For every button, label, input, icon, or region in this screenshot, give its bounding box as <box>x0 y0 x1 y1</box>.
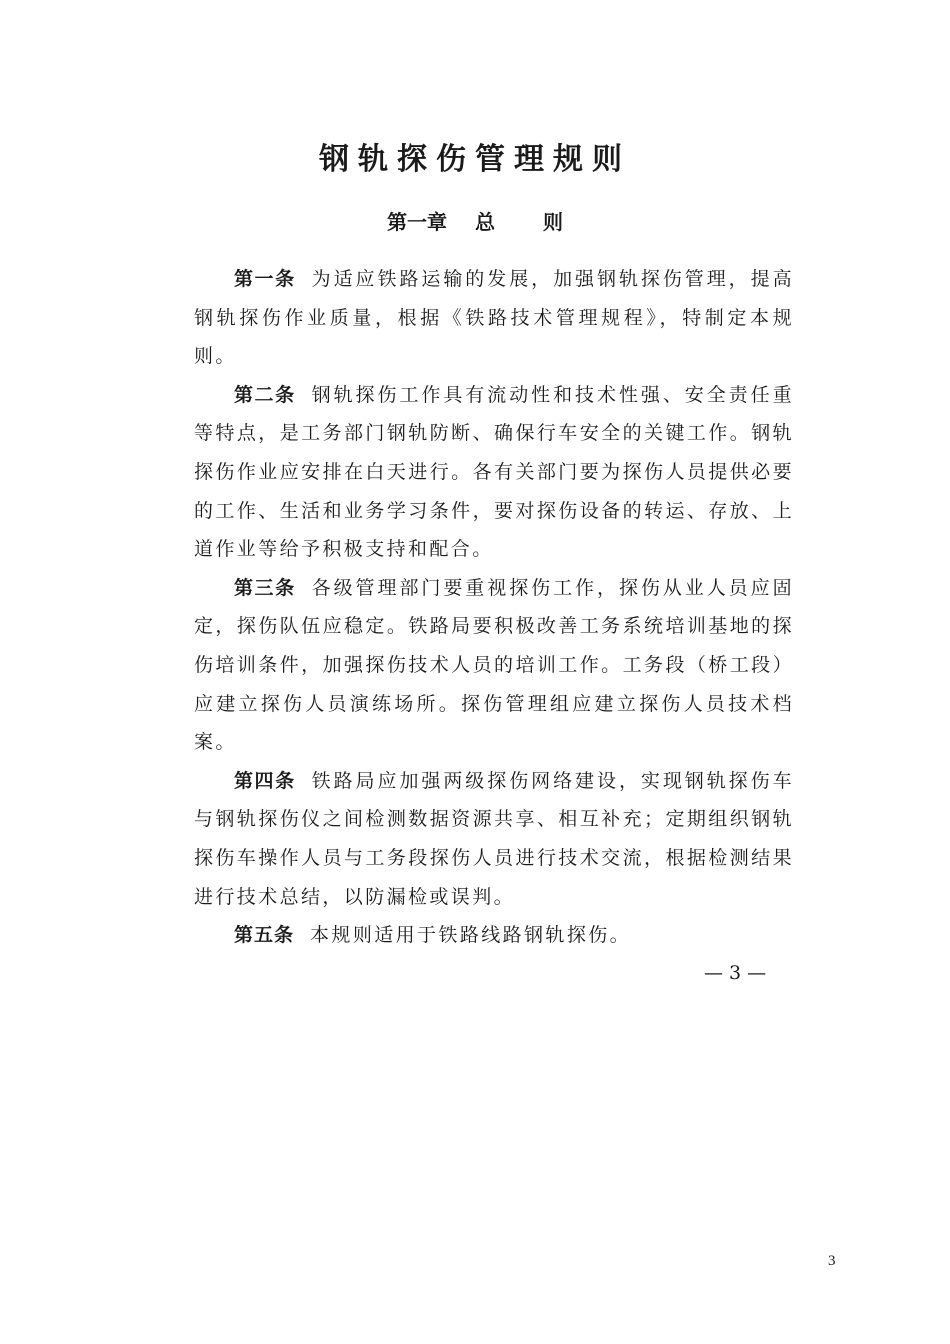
article-label: 第三条 <box>234 576 296 599</box>
article-2 <box>194 376 794 569</box>
printed-page-marker: — 3 — <box>704 962 767 984</box>
document-body <box>194 260 794 955</box>
chapter-name-part2: 则 <box>543 210 563 234</box>
article-label: 第一条 <box>234 268 296 290</box>
article-text: 为适应铁路运输的发展，加强钢轨探伤管理，提高钢轨探伤作业质量，根据《铁路技术管理规程》，特制定本规则。 <box>194 268 794 368</box>
article-4 <box>194 762 794 916</box>
article-3 <box>194 569 794 762</box>
chapter-heading <box>0 206 950 235</box>
chapter-name-part1: 总 <box>475 210 495 234</box>
chapter-number: 第一章 <box>387 210 447 234</box>
article-label: 第二条 <box>234 383 296 406</box>
article-label: 第四条 <box>234 769 296 792</box>
article-1 <box>194 260 794 376</box>
article-5 <box>194 916 794 955</box>
article-text: 本规则适用于铁路线路钢轨探伤。 <box>310 924 632 947</box>
article-label: 第五条 <box>234 924 295 947</box>
article-text: 各级管理部门要重视探伤工作，探伤从业人员应固定，探伤队伍应稳定。铁路局要积极改善工务系统培训基地的探伤培训条件，加强探伤技术人员的培训工作。工务段（桥工段）应建立探伤人员演练场所。探伤管理组应建立探伤人员技术档案。 <box>194 576 794 754</box>
article-text: 铁路局应加强两级探伤网络建设，实现钢轨探伤车与钢轨探伤仪之间检测数据资源共享、相互补充；定期组织钢轨探伤车操作人员与工务段探伤人员进行技术交流，根据检测结果进行技术总结，以防漏检或误判。 <box>194 769 794 908</box>
article-text: 钢轨探伤工作具有流动性和技术性强、安全责任重等特点，是工务部门钢轨防断、确保行车安全的关键工作。钢轨探伤作业应安排在白天进行。各有关部门要为探伤人员提供必要的工作、生活和业务学习条件，要对探伤设备的转运、存放、上道作业等给予积极支持和配合。 <box>194 383 794 561</box>
page-number: 3 <box>828 1253 836 1269</box>
document-title: 钢轨探伤管理规则 <box>319 142 631 177</box>
